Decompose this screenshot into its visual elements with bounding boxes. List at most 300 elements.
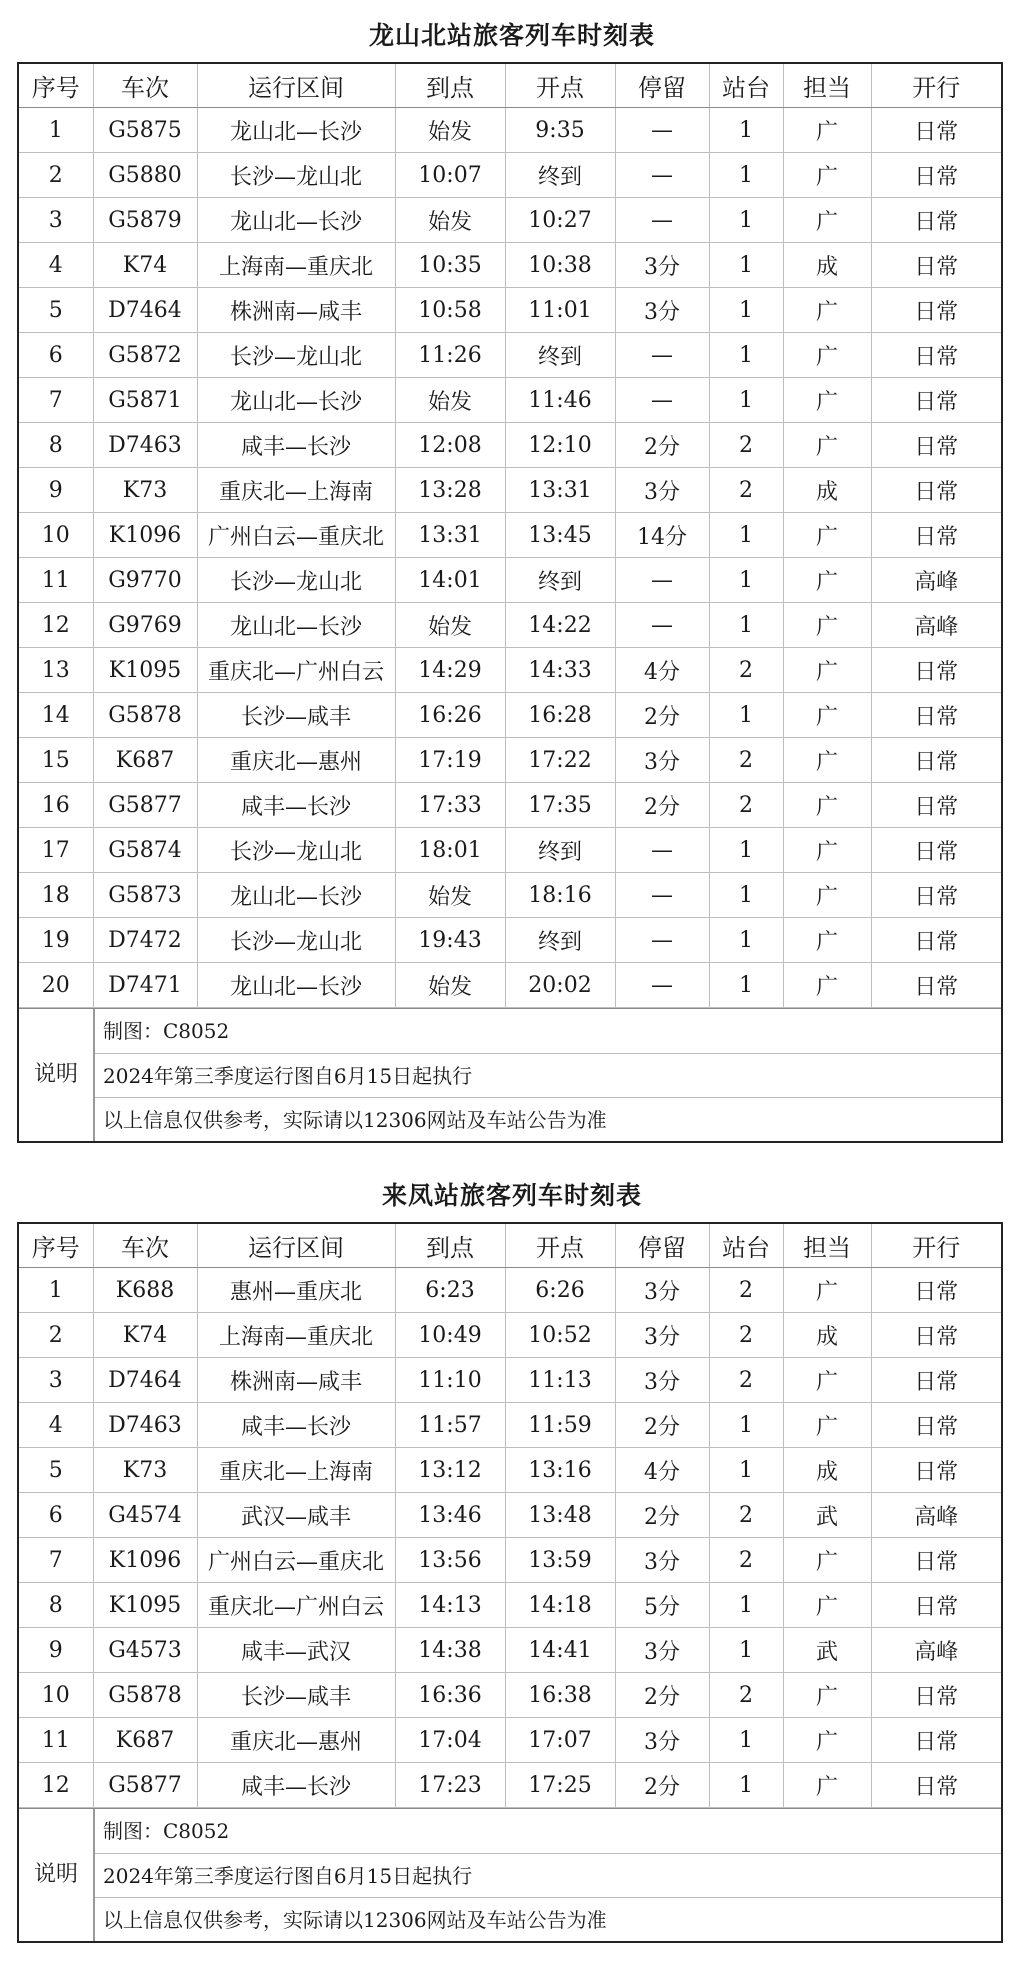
cell-arrival: 10:49 <box>395 1313 505 1358</box>
cell-service: 高峰 <box>871 1628 1001 1673</box>
col-header-train-no: 车次 <box>93 64 197 108</box>
cell-operator: 广 <box>783 513 871 558</box>
note-disclaimer: 以上信息仅供参考，实际请以12306网站及车站公告为准 <box>95 1897 1001 1941</box>
cell-departure: 10:52 <box>505 1313 615 1358</box>
cell-platform: 2 <box>709 1493 783 1538</box>
cell-service: 日常 <box>871 1763 1001 1808</box>
cell-route: 株洲南—咸丰 <box>197 1358 395 1403</box>
cell-service: 日常 <box>871 693 1001 738</box>
cell-train-no: K1095 <box>93 648 197 693</box>
cell-stop: 2分 <box>615 693 709 738</box>
timetable-laifeng <box>0 1160 1024 1932</box>
cell-departure: 11:46 <box>505 378 615 423</box>
cell-route: 长沙—龙山北 <box>197 333 395 378</box>
cell-stop: 2分 <box>615 423 709 468</box>
cell-route: 上海南—重庆北 <box>197 1313 395 1358</box>
table-row <box>19 828 1001 873</box>
cell-seq: 8 <box>19 423 93 468</box>
cell-seq: 10 <box>19 513 93 558</box>
cell-route: 重庆北—惠州 <box>197 1718 395 1763</box>
cell-departure: 9:35 <box>505 108 615 153</box>
cell-seq: 18 <box>19 873 93 918</box>
cell-route: 咸丰—长沙 <box>197 423 395 468</box>
cell-departure: 终到 <box>505 558 615 603</box>
cell-service: 日常 <box>871 1538 1001 1583</box>
col-header-seq: 序号 <box>19 64 93 108</box>
cell-arrival: 始发 <box>395 108 505 153</box>
cell-stop: 14分 <box>615 513 709 558</box>
cell-stop: — <box>615 108 709 153</box>
table-row <box>19 1358 1001 1403</box>
cell-departure: 18:16 <box>505 873 615 918</box>
cell-operator: 广 <box>783 1718 871 1763</box>
col-header-service: 开行 <box>871 1224 1001 1268</box>
table-row <box>19 1403 1001 1448</box>
cell-seq: 9 <box>19 1628 93 1673</box>
cell-train-no: G5875 <box>93 108 197 153</box>
cell-route: 重庆北—上海南 <box>197 1448 395 1493</box>
col-header-route: 运行区间 <box>197 1224 395 1268</box>
cell-arrival: 16:26 <box>395 693 505 738</box>
cell-departure: 13:16 <box>505 1448 615 1493</box>
cell-departure: 13:45 <box>505 513 615 558</box>
col-header-platform: 站台 <box>709 64 783 108</box>
table-row <box>19 603 1001 648</box>
cell-operator: 广 <box>783 648 871 693</box>
cell-train-no: D7463 <box>93 423 197 468</box>
cell-train-no: G5874 <box>93 828 197 873</box>
cell-service: 日常 <box>871 1583 1001 1628</box>
table-row <box>19 1493 1001 1538</box>
table-row <box>19 1538 1001 1583</box>
cell-seq: 11 <box>19 1718 93 1763</box>
cell-seq: 20 <box>19 963 93 1008</box>
cell-arrival: 17:19 <box>395 738 505 783</box>
cell-operator: 广 <box>783 918 871 963</box>
cell-train-no: D7464 <box>93 288 197 333</box>
cell-platform: 2 <box>709 783 783 828</box>
col-header-arrival: 到点 <box>395 64 505 108</box>
cell-departure: 11:01 <box>505 288 615 333</box>
cell-service: 日常 <box>871 198 1001 243</box>
cell-arrival: 6:23 <box>395 1268 505 1313</box>
cell-platform: 2 <box>709 1313 783 1358</box>
cell-train-no: G5877 <box>93 783 197 828</box>
cell-train-no: D7471 <box>93 963 197 1008</box>
cell-departure: 17:35 <box>505 783 615 828</box>
cell-seq: 1 <box>19 108 93 153</box>
cell-arrival: 16:36 <box>395 1673 505 1718</box>
cell-service: 日常 <box>871 873 1001 918</box>
cell-departure: 终到 <box>505 153 615 198</box>
cell-operator: 武 <box>783 1493 871 1538</box>
cell-platform: 1 <box>709 243 783 288</box>
cell-seq: 17 <box>19 828 93 873</box>
cell-platform: 1 <box>709 963 783 1008</box>
cell-route: 长沙—咸丰 <box>197 693 395 738</box>
cell-operator: 广 <box>783 693 871 738</box>
col-header-stop: 停留 <box>615 1224 709 1268</box>
cell-route: 长沙—龙山北 <box>197 153 395 198</box>
cell-operator: 广 <box>783 108 871 153</box>
cell-route: 惠州—重庆北 <box>197 1268 395 1313</box>
table-row <box>19 738 1001 783</box>
cell-seq: 6 <box>19 333 93 378</box>
cell-seq: 3 <box>19 198 93 243</box>
cell-departure: 14:18 <box>505 1583 615 1628</box>
cell-arrival: 始发 <box>395 873 505 918</box>
cell-stop: — <box>615 963 709 1008</box>
cell-operator: 广 <box>783 378 871 423</box>
cell-route: 龙山北—长沙 <box>197 963 395 1008</box>
cell-platform: 1 <box>709 1583 783 1628</box>
cell-train-no: K687 <box>93 1718 197 1763</box>
cell-route: 武汉—咸丰 <box>197 1493 395 1538</box>
cell-train-no: G5878 <box>93 1673 197 1718</box>
cell-platform: 2 <box>709 648 783 693</box>
cell-seq: 1 <box>19 1268 93 1313</box>
cell-train-no: K1095 <box>93 1583 197 1628</box>
cell-seq: 2 <box>19 1313 93 1358</box>
cell-seq: 5 <box>19 288 93 333</box>
header-row <box>19 1224 1001 1268</box>
cell-arrival: 17:23 <box>395 1763 505 1808</box>
table-row <box>19 513 1001 558</box>
cell-platform: 1 <box>709 1448 783 1493</box>
cell-service: 日常 <box>871 288 1001 333</box>
cell-operator: 成 <box>783 1448 871 1493</box>
cell-operator: 广 <box>783 1403 871 1448</box>
cell-operator: 广 <box>783 783 871 828</box>
cell-route: 广州白云—重庆北 <box>197 513 395 558</box>
cell-platform: 1 <box>709 198 783 243</box>
cell-route: 长沙—龙山北 <box>197 828 395 873</box>
timetable-frame <box>17 1222 1003 1943</box>
cell-operator: 广 <box>783 603 871 648</box>
cell-departure: 16:28 <box>505 693 615 738</box>
cell-service: 日常 <box>871 1313 1001 1358</box>
cell-platform: 1 <box>709 873 783 918</box>
cell-platform: 2 <box>709 468 783 513</box>
cell-platform: 1 <box>709 288 783 333</box>
cell-stop: 3分 <box>615 243 709 288</box>
table-row <box>19 783 1001 828</box>
cell-service: 日常 <box>871 1448 1001 1493</box>
cell-service: 日常 <box>871 1268 1001 1313</box>
cell-stop: 3分 <box>615 1628 709 1673</box>
cell-departure: 13:31 <box>505 468 615 513</box>
cell-platform: 1 <box>709 333 783 378</box>
cell-stop: 3分 <box>615 1358 709 1403</box>
cell-platform: 1 <box>709 108 783 153</box>
cell-departure: 17:22 <box>505 738 615 783</box>
table-row <box>19 1583 1001 1628</box>
cell-operator: 广 <box>783 423 871 468</box>
cell-seq: 4 <box>19 243 93 288</box>
cell-stop: — <box>615 153 709 198</box>
cell-operator: 广 <box>783 738 871 783</box>
cell-arrival: 10:35 <box>395 243 505 288</box>
cell-train-no: K74 <box>93 243 197 288</box>
cell-arrival: 10:07 <box>395 153 505 198</box>
col-header-operator: 担当 <box>783 1224 871 1268</box>
timetable-grid <box>19 1224 1001 1808</box>
table-row <box>19 243 1001 288</box>
cell-arrival: 14:29 <box>395 648 505 693</box>
cell-route: 重庆北—惠州 <box>197 738 395 783</box>
cell-service: 日常 <box>871 1673 1001 1718</box>
cell-platform: 1 <box>709 828 783 873</box>
note-disclaimer: 以上信息仅供参考，实际请以12306网站及车站公告为准 <box>95 1097 1001 1141</box>
cell-service: 高峰 <box>871 1493 1001 1538</box>
table-row <box>19 468 1001 513</box>
cell-departure: 终到 <box>505 828 615 873</box>
cell-seq: 15 <box>19 738 93 783</box>
cell-platform: 1 <box>709 558 783 603</box>
cell-departure: 13:59 <box>505 1538 615 1583</box>
cell-seq: 9 <box>19 468 93 513</box>
cell-train-no: K688 <box>93 1268 197 1313</box>
cell-operator: 广 <box>783 963 871 1008</box>
table-row <box>19 693 1001 738</box>
col-header-route: 运行区间 <box>197 64 395 108</box>
cell-departure: 17:25 <box>505 1763 615 1808</box>
cell-seq: 12 <box>19 603 93 648</box>
cell-arrival: 始发 <box>395 963 505 1008</box>
cell-platform: 1 <box>709 918 783 963</box>
cell-departure: 17:07 <box>505 1718 615 1763</box>
timetable-grid <box>19 64 1001 1008</box>
cell-train-no: G5878 <box>93 693 197 738</box>
cell-seq: 7 <box>19 1538 93 1583</box>
cell-route: 咸丰—武汉 <box>197 1628 395 1673</box>
cell-departure: 6:26 <box>505 1268 615 1313</box>
table-row <box>19 153 1001 198</box>
cell-service: 日常 <box>871 738 1001 783</box>
cell-service: 日常 <box>871 513 1001 558</box>
cell-operator: 成 <box>783 243 871 288</box>
table-row <box>19 558 1001 603</box>
cell-train-no: D7463 <box>93 1403 197 1448</box>
cell-seq: 8 <box>19 1583 93 1628</box>
timetable-frame <box>17 62 1003 1143</box>
cell-service: 日常 <box>871 963 1001 1008</box>
cell-route: 重庆北—广州白云 <box>197 648 395 693</box>
cell-train-no: D7464 <box>93 1358 197 1403</box>
col-header-platform: 站台 <box>709 1224 783 1268</box>
cell-seq: 16 <box>19 783 93 828</box>
cell-departure: 10:38 <box>505 243 615 288</box>
cell-operator: 广 <box>783 1538 871 1583</box>
cell-seq: 12 <box>19 1763 93 1808</box>
cell-stop: — <box>615 378 709 423</box>
cell-stop: 3分 <box>615 468 709 513</box>
cell-train-no: K73 <box>93 1448 197 1493</box>
note-schedule: 2024年第三季度运行图自6月15日起执行 <box>95 1853 1001 1897</box>
cell-train-no: K74 <box>93 1313 197 1358</box>
cell-arrival: 11:57 <box>395 1403 505 1448</box>
cell-train-no: D7472 <box>93 918 197 963</box>
cell-platform: 2 <box>709 1358 783 1403</box>
note-schedule: 2024年第三季度运行图自6月15日起执行 <box>95 1053 1001 1097</box>
cell-train-no: G9770 <box>93 558 197 603</box>
cell-departure: 14:33 <box>505 648 615 693</box>
cell-stop: 2分 <box>615 1673 709 1718</box>
cell-departure: 12:10 <box>505 423 615 468</box>
cell-operator: 广 <box>783 873 871 918</box>
cell-service: 日常 <box>871 783 1001 828</box>
cell-route: 龙山北—长沙 <box>197 873 395 918</box>
cell-platform: 1 <box>709 1628 783 1673</box>
cell-route: 长沙—龙山北 <box>197 558 395 603</box>
cell-service: 日常 <box>871 1358 1001 1403</box>
cell-arrival: 13:28 <box>395 468 505 513</box>
cell-operator: 广 <box>783 1268 871 1313</box>
cell-train-no: G5877 <box>93 1763 197 1808</box>
cell-departure: 20:02 <box>505 963 615 1008</box>
notes-label: 说明 <box>19 1009 95 1141</box>
cell-stop: 3分 <box>615 288 709 333</box>
cell-route: 龙山北—长沙 <box>197 108 395 153</box>
cell-arrival: 10:58 <box>395 288 505 333</box>
cell-platform: 2 <box>709 1268 783 1313</box>
cell-operator: 广 <box>783 1583 871 1628</box>
cell-stop: 4分 <box>615 648 709 693</box>
cell-stop: 3分 <box>615 1538 709 1583</box>
cell-operator: 广 <box>783 153 871 198</box>
cell-stop: 4分 <box>615 1448 709 1493</box>
cell-operator: 成 <box>783 1313 871 1358</box>
cell-platform: 1 <box>709 1763 783 1808</box>
cell-departure: 13:48 <box>505 1493 615 1538</box>
cell-departure: 16:38 <box>505 1673 615 1718</box>
cell-stop: 3分 <box>615 738 709 783</box>
col-header-departure: 开点 <box>505 64 615 108</box>
cell-departure: 14:41 <box>505 1628 615 1673</box>
cell-arrival: 17:33 <box>395 783 505 828</box>
table-row <box>19 1628 1001 1673</box>
cell-service: 高峰 <box>871 603 1001 648</box>
cell-stop: 2分 <box>615 1763 709 1808</box>
cell-arrival: 12:08 <box>395 423 505 468</box>
table-row <box>19 1448 1001 1493</box>
cell-stop: 2分 <box>615 783 709 828</box>
cell-route: 重庆北—广州白云 <box>197 1583 395 1628</box>
cell-service: 日常 <box>871 378 1001 423</box>
cell-platform: 2 <box>709 1673 783 1718</box>
cell-seq: 14 <box>19 693 93 738</box>
table-row <box>19 1718 1001 1763</box>
cell-stop: — <box>615 873 709 918</box>
cell-operator: 成 <box>783 468 871 513</box>
cell-service: 日常 <box>871 423 1001 468</box>
cell-service: 日常 <box>871 333 1001 378</box>
cell-stop: 3分 <box>615 1268 709 1313</box>
cell-seq: 11 <box>19 558 93 603</box>
cell-route: 龙山北—长沙 <box>197 198 395 243</box>
cell-service: 日常 <box>871 918 1001 963</box>
cell-service: 日常 <box>871 243 1001 288</box>
table-row <box>19 963 1001 1008</box>
cell-train-no: G5872 <box>93 333 197 378</box>
cell-platform: 1 <box>709 378 783 423</box>
table-row <box>19 648 1001 693</box>
cell-train-no: G4574 <box>93 1493 197 1538</box>
cell-service: 日常 <box>871 648 1001 693</box>
header-row <box>19 64 1001 108</box>
cell-platform: 2 <box>709 1538 783 1583</box>
cell-arrival: 11:10 <box>395 1358 505 1403</box>
cell-arrival: 13:56 <box>395 1538 505 1583</box>
cell-arrival: 18:01 <box>395 828 505 873</box>
cell-train-no: K687 <box>93 738 197 783</box>
cell-route: 龙山北—长沙 <box>197 378 395 423</box>
cell-arrival: 始发 <box>395 378 505 423</box>
notes-label: 说明 <box>19 1809 95 1941</box>
cell-platform: 1 <box>709 603 783 648</box>
cell-train-no: G5873 <box>93 873 197 918</box>
cell-stop: — <box>615 918 709 963</box>
cell-departure: 14:22 <box>505 603 615 648</box>
cell-train-no: G5871 <box>93 378 197 423</box>
table-row <box>19 1673 1001 1718</box>
table-row <box>19 333 1001 378</box>
cell-service: 日常 <box>871 108 1001 153</box>
col-header-departure: 开点 <box>505 1224 615 1268</box>
cell-departure: 10:27 <box>505 198 615 243</box>
cell-train-no: K73 <box>93 468 197 513</box>
cell-seq: 6 <box>19 1493 93 1538</box>
cell-route: 长沙—咸丰 <box>197 1673 395 1718</box>
cell-arrival: 14:01 <box>395 558 505 603</box>
cell-platform: 1 <box>709 513 783 558</box>
col-header-stop: 停留 <box>615 64 709 108</box>
cell-arrival: 13:31 <box>395 513 505 558</box>
cell-route: 咸丰—长沙 <box>197 1403 395 1448</box>
notes-section <box>19 1008 1001 1141</box>
table-row <box>19 918 1001 963</box>
cell-seq: 5 <box>19 1448 93 1493</box>
cell-service: 高峰 <box>871 558 1001 603</box>
cell-seq: 3 <box>19 1358 93 1403</box>
cell-route: 咸丰—长沙 <box>197 783 395 828</box>
cell-seq: 19 <box>19 918 93 963</box>
cell-stop: 3分 <box>615 1313 709 1358</box>
notes-section <box>19 1808 1001 1941</box>
cell-operator: 广 <box>783 333 871 378</box>
cell-operator: 广 <box>783 198 871 243</box>
table-row <box>19 423 1001 468</box>
cell-route: 咸丰—长沙 <box>197 1763 395 1808</box>
col-header-train-no: 车次 <box>93 1224 197 1268</box>
cell-stop: 2分 <box>615 1403 709 1448</box>
cell-service: 日常 <box>871 1403 1001 1448</box>
table-row <box>19 1268 1001 1313</box>
table-row <box>19 288 1001 333</box>
cell-seq: 2 <box>19 153 93 198</box>
cell-arrival: 19:43 <box>395 918 505 963</box>
cell-stop: 2分 <box>615 1493 709 1538</box>
timetable-title: 龙山北站旅客列车时刻表 <box>368 21 655 50</box>
cell-stop: — <box>615 558 709 603</box>
cell-route: 株洲南—咸丰 <box>197 288 395 333</box>
cell-seq: 4 <box>19 1403 93 1448</box>
cell-train-no: G5880 <box>93 153 197 198</box>
note-author: 制图：C8052 <box>103 1819 230 1843</box>
cell-train-no: G9769 <box>93 603 197 648</box>
cell-platform: 1 <box>709 1403 783 1448</box>
cell-route: 广州白云—重庆北 <box>197 1538 395 1583</box>
